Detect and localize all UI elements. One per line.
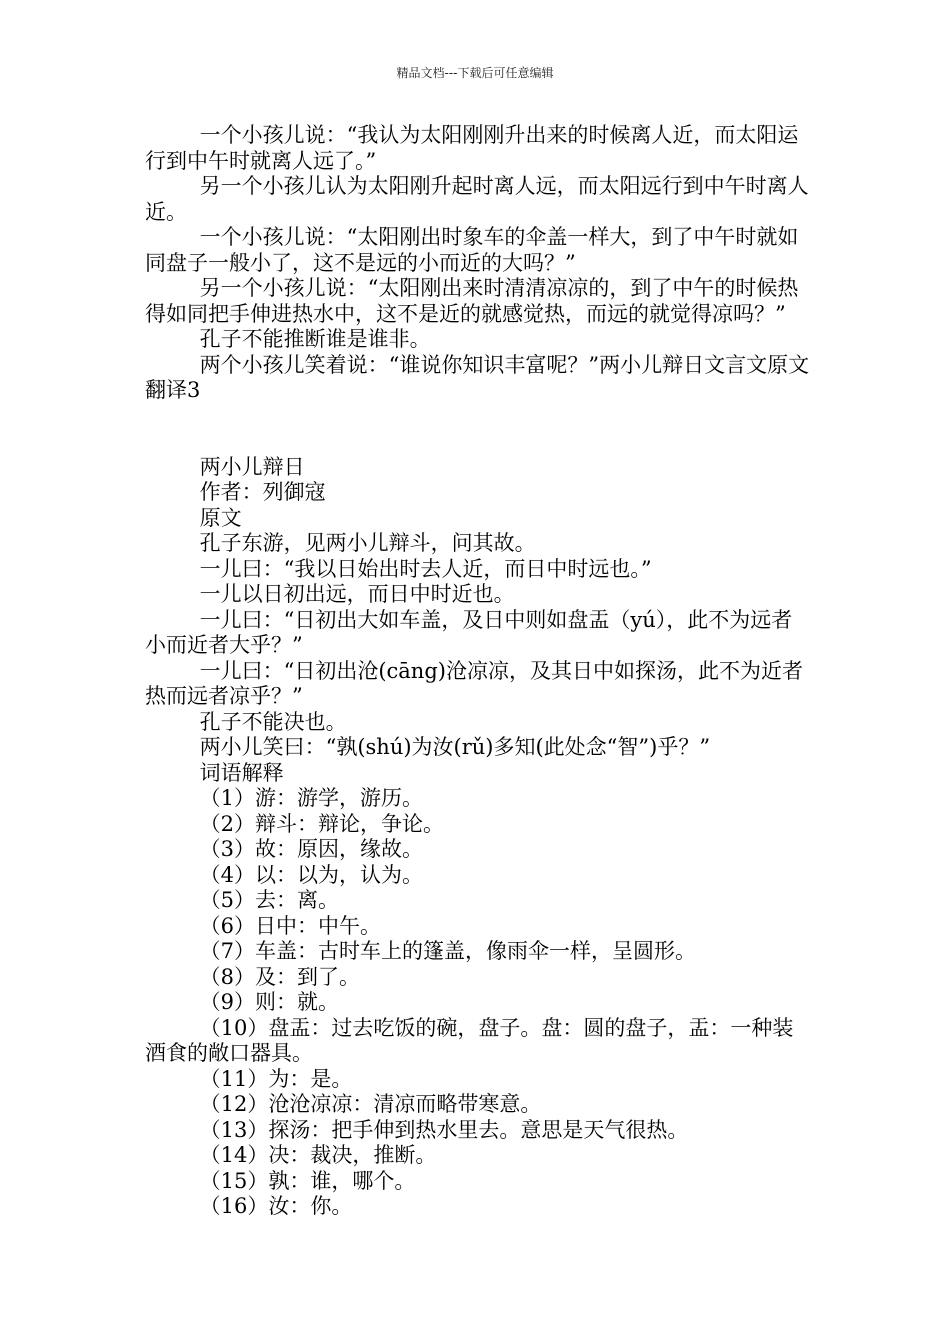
glossary-item: （3）故：原因，缘故。: [199, 837, 423, 861]
paragraph: 一儿曰：“日初出沧(cāng)沧凉凉，及其日中如探汤，此不为近者热而远者凉乎？”: [145, 658, 803, 708]
glossary-item: （1）游：游学，游历。: [199, 786, 423, 810]
glossary-item: （9）则：就。: [199, 990, 339, 1014]
paragraph: 一个小孩儿说：“我认为太阳刚刚升出来的时候离人近，而太阳运行到中午时就离人远了。”: [145, 123, 799, 173]
subheading-glossary: 词语解释: [199, 760, 284, 785]
paragraph: 另一个小孩儿认为太阳刚升起时离人远，而太阳远行到中午时离人近。: [145, 174, 809, 224]
glossary-item: （6）日中：中午。: [199, 913, 381, 938]
glossary-item: （16）汝：你。: [199, 1194, 353, 1218]
glossary-item: （5）去：离。: [199, 888, 339, 912]
paragraph: 另一个小孩儿说：“太阳刚出来时清清凉凉的，到了中午的时候热得如同把手伸进热水中，这不是近的就感觉热，而远的就觉得凉吗？”: [145, 276, 799, 326]
glossary-item: （7）车盖：古时车上的篷盖，像雨伞一样，呈圆形。: [199, 939, 696, 963]
paragraph: 一儿曰：“我以日始出时去人近，而日中时远也。”: [199, 556, 652, 581]
glossary-item: （8）及：到了。: [199, 964, 360, 989]
page-header: 精品文档---下载后可任意编辑: [396, 66, 554, 80]
document-body: [145, 123, 810, 1220]
section-gap: [145, 404, 810, 455]
paragraph: 两小儿笑曰：“孰(shú)为汝(rǔ)多知(此处念“智”)乎？”: [199, 735, 711, 759]
section-title: 两小儿辩日: [199, 454, 305, 479]
paragraph: 孔子东游，见两小儿辩斗，问其故。: [199, 531, 536, 555]
paragraph: 两个小孩儿笑着说：“谁说你知识丰富呢？”两小儿辩日文言文原文翻译3: [145, 352, 810, 402]
subheading-original: 原文: [199, 505, 242, 530]
glossary-item: （10）盘盂：过去吃饭的碗，盘子。盘：圆的盘子，盂：一种装酒食的敞口器具。: [145, 1015, 794, 1065]
glossary-item: （11）为：是。: [199, 1066, 353, 1091]
paragraph: 一个小孩儿说：“太阳刚出时象车的伞盖一样大，到了中午时就如同盘子一般小了，这不是远的小而近的大吗？”: [145, 225, 799, 275]
paragraph: 孔子不能决也。: [199, 709, 347, 734]
glossary-item: （13）探汤：把手伸到热水里去。意思是天气很热。: [199, 1117, 689, 1142]
glossary-item: （2）辩斗：辩论，争论。: [199, 811, 444, 836]
author-line: 作者：列御寇: [199, 480, 326, 504]
glossary-item: （15）孰：谁，哪个。: [199, 1168, 416, 1193]
paragraph: 一儿以日初出远，而日中时近也。: [199, 582, 515, 606]
paragraph: 孔子不能推断谁是谁非。: [199, 327, 431, 351]
glossary-item: （12）沧沧凉凉：清凉而略带寒意。: [199, 1092, 542, 1116]
paragraph: 一儿曰：“日初出大如车盖，及日中则如盘盂（yú），此不为远者小而近者大乎？”: [145, 607, 793, 657]
glossary-item: （14）决：裁决，推断。: [199, 1143, 437, 1167]
glossary-item: （4）以：以为，认为。: [199, 862, 423, 887]
